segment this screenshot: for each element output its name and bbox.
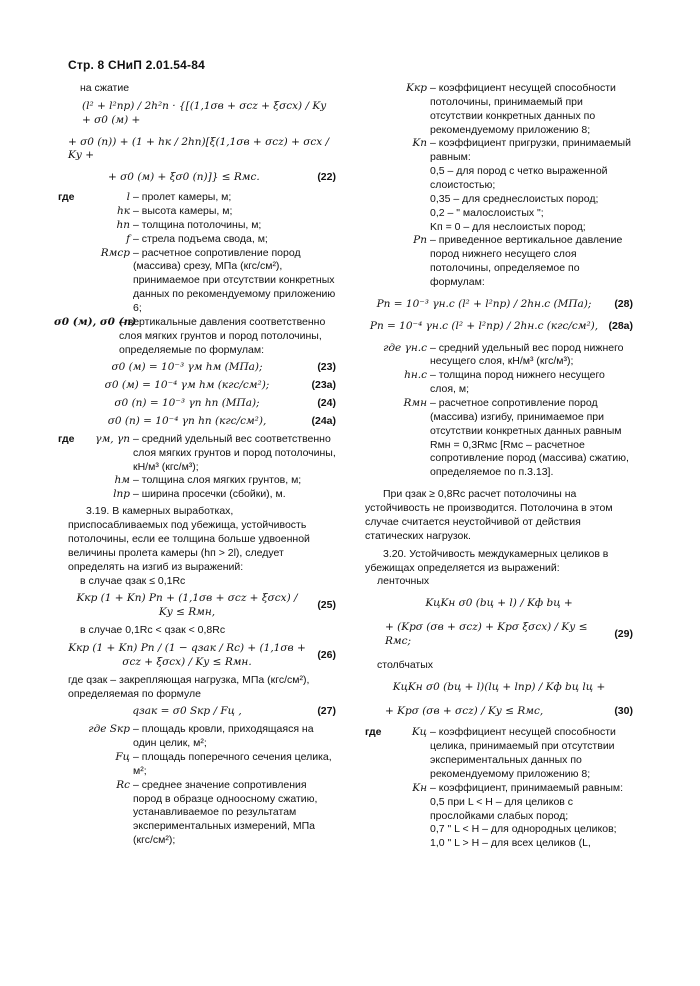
def-text-rc: – среднее значение сопротивления пород в образце одноосному сжатию, устанавливаемое по результатам экспериментальных измерений, МПа (кгс/см²); [133, 778, 318, 847]
equation-23-number: (23) [317, 361, 336, 374]
def-symbol-l: l [126, 191, 130, 204]
equation-24-body: σ0 (п) = 10⁻³ γп hп (МПа); [114, 397, 260, 410]
kp-value-4: Kп = 0 – для неслоистых пород; [430, 220, 586, 233]
equation-23 [68, 361, 336, 375]
section-3-19: 3.19. В камерных выработках, приспосабливаемых под убежища, устойчивость потолочины, если ее толщина больше удвоенной величины пролета камеры (hп > 2l), следует определять на изгиб из выражений: [68, 505, 310, 573]
def-symbol-rmn: Rмн [403, 397, 427, 410]
kp-value-3: 0,2 – " малослоистых "; [430, 206, 544, 219]
equation-28 [365, 298, 633, 312]
def-symbol-hk: hк [116, 205, 130, 218]
equation-24 [68, 397, 336, 411]
equation-28-number: (28) [614, 297, 633, 310]
equation-28a-body: Pп = 10⁻⁴ γн.с (l² + l²пр) / 2hн.с (кгс/см²), [369, 319, 599, 332]
def-symbol-kc: Kц [411, 726, 427, 739]
equation-28a-number: (28а) [608, 319, 633, 332]
def-symbol-rmcp: Rмср [100, 246, 130, 259]
def-text-rmn: – расчетное сопротивление пород (массива) изгибу, принимаемое при отсутствии конкретных данных равным Rмн = 0,3Rмс [Rмс – расчетное сопротивление пород (массива) сжатию, определяемое по п.3.13]. [430, 397, 629, 479]
equation-22-number: (22) [317, 171, 336, 184]
equation-22-line-2: + σ0 (п)) + (1 + hк / 2hп)[ξ(1,1σв + σcz) + σcx / Kу + [68, 135, 330, 162]
where-3-text: где qзак – закрепляющая нагрузка, МПа (кгс/см²), определяемая по формуле [68, 673, 310, 700]
lent-label: ленточных [377, 575, 430, 588]
equation-27-body: qзак = σ0 Sкр / Fц , [132, 705, 242, 718]
def-symbol-kp: Kп [412, 137, 427, 150]
where-label-right: где [365, 726, 382, 739]
def-text-lpr: – ширина просечки (сбойки), м. [133, 488, 286, 501]
equation-24a [68, 415, 336, 429]
def-symbol-kkr: Kкр [406, 82, 427, 94]
def-symbol-kn: Kн [412, 781, 427, 794]
equation-29-line-1: KцKн σ0 (bц + l) / Kф bц + [425, 597, 573, 610]
def-text-sigma0: – вертикальные давления соответственно слоя мягких грунтов и пород потолочины, определяемые по формулам: [119, 315, 326, 356]
equation-22-line-3: + σ0 (м) + ξσ0 (п)]} ≤ Rмс. [108, 171, 260, 184]
equation-24a-number: (24а) [311, 415, 336, 428]
equation-30-line-2: + Kpσ (σв + σcz) / Kу ≤ Rмс, [385, 704, 544, 717]
equation-26-number: (26) [317, 648, 336, 661]
equation-25 [68, 592, 336, 620]
equation-30-number: (30) [614, 704, 633, 717]
def-text-hp: – толщина потолочины, м; [133, 218, 262, 231]
def-symbol-lpr: lпр [113, 488, 130, 501]
def-text-kkr: – коэффициент несущей способности потолочины, принимаемый при отсутствии конкретных данных по рекомендуемому приложению 8; [430, 82, 616, 136]
equation-29-line-2: + (Kpσ (σв + σcz) + Kpσ ξσcx) / Kу ≤ Rмс; [385, 621, 588, 647]
where-label-2: где [58, 432, 75, 445]
equation-24-number: (24) [317, 397, 336, 410]
equation-29 [365, 597, 633, 649]
case-2-text: в случае 0,1Rc < qзак < 0,8Rc [80, 624, 226, 637]
note-text: При qзак ≥ 0,8Rc расчет потолочины на устойчивость не производится. Потолочина в этом случае считается неустойчивой от действия статических нагрузок. [365, 488, 613, 542]
def-text-l: – пролет камеры, м; [133, 191, 232, 204]
equation-25-number: (25) [317, 599, 336, 612]
equation-26-body: Kкр (1 + Kп) Pп / (1 − qзак / Rc) + (1,1σв + σcz + ξσcx) / Kу ≤ Rмн. [68, 641, 306, 668]
def-text-skr: – площадь кровли, приходящаяся на один целик, м²; [133, 723, 314, 750]
equation-22-line-1: (l² + l²пр) / 2h²п · {[(1,1σв + σcz + ξσcx) / Kу + σ0 (м) + [82, 99, 327, 126]
where-label-1: где [58, 191, 75, 204]
stolb-label: столбчатых [377, 658, 434, 671]
def-text-fc: – площадь поперечного сечения целика, м²; [133, 750, 332, 777]
kn-value-2: 0,7 " L < H – для однородных целиков; [430, 823, 617, 836]
section-3-20: 3.20. Устойчивость междукамерных целиков в убежищах определяется из выражений: [365, 547, 609, 574]
intro-text: на сжатие [80, 82, 130, 94]
equation-28-body: Pп = 10⁻³ γн.с (l² + l²пр) / 2hн.с (МПа); [376, 297, 592, 310]
def-symbol-pp: Pп [413, 234, 427, 247]
equation-30 [365, 681, 633, 719]
equation-26 [68, 642, 336, 670]
def-text-kp: – коэффициент пригрузки, принимаемый равным: [430, 137, 631, 164]
equation-27-number: (27) [317, 705, 336, 718]
def-symbol-hp: hп [116, 218, 130, 231]
equation-23a-number: (23а) [311, 379, 336, 392]
page-header: Стр. 8 СНиП 2.01.54-84 [68, 58, 205, 72]
equation-23-body: σ0 (м) = 10⁻³ γм hм (МПа); [111, 361, 263, 374]
def-symbol-h-ns: hн.с [404, 369, 427, 382]
left-column [54, 82, 336, 848]
equation-29-number: (29) [614, 628, 633, 640]
def-text-kn: – коэффициент, принимаемый равным: [430, 781, 624, 794]
def-symbol-skr: где Sкр [88, 723, 130, 736]
right-column [365, 82, 633, 851]
equation-23a-body: σ0 (м) = 10⁻⁴ γм hм (кгс/см²); [104, 379, 270, 392]
def-text-gamma-ns: – средний удельный вес пород нижнего несущего слоя, кН/м³ (кгс/м³); [430, 341, 624, 368]
def-text-gamma: – средний удельный вес соответственно слоя мягких грунтов и пород потолочины, кН/м³ (кгс/м³); [133, 432, 336, 473]
equation-23a [68, 379, 336, 393]
def-text-pp: – приведенное вертикальное давление пород нижнего несущего слоя потолочины, определяемое по формулам: [430, 234, 623, 289]
equation-24a-body: σ0 (п) = 10⁻⁴ γп hп (кгс/см²), [107, 415, 267, 428]
def-symbol-f: f [126, 232, 130, 245]
kn-value-1: 0,5 при L < H – для целиков с прослойками слабых пород; [430, 795, 574, 822]
def-text-hm: – толщина слоя мягких грунтов, м; [133, 474, 302, 487]
def-symbol-gamma: γм, γп [95, 432, 130, 445]
equation-28a [365, 320, 633, 334]
equation-27 [68, 705, 336, 719]
def-text-h-ns: – толщина пород нижнего несущего слоя, м; [430, 369, 605, 396]
def-symbol-rc: Rc [116, 778, 130, 791]
def-symbol-hm: hм [114, 474, 130, 487]
def-symbol-gamma-ns: где γн.с [383, 341, 427, 354]
equation-30-line-1: KцKн σ0 (bц + l)(lц + lпр) / Kф bц lц + [392, 680, 606, 693]
case-1-text: в случае qзак ≤ 0,1Rc [80, 574, 186, 587]
def-text-f: – стрела подъема свода, м; [133, 232, 268, 245]
def-text-rmcp: – расчетное сопротивление пород (массива) срезу, МПа (кгс/см²), принимаемое при отсутствии конкретных данных по рекомендуемому приложению 6; [133, 246, 336, 315]
equation-22 [68, 100, 336, 185]
equation-25-body: Kкр (1 + Kп) Pп + (1,1σв + σcz + ξσcx) / Kу ≤ Rмн, [76, 592, 298, 619]
def-symbol-sigma0: σ0 (м), σ0 (п) [54, 315, 137, 328]
def-text-kc: – коэффициент несущей способности целика, принимаемый при отсутствии экспериментальных данных по рекомендуемому приложению 8; [430, 726, 616, 780]
kp-value-2: 0,35 – для среднеслоистых пород; [430, 192, 599, 205]
kn-value-3: 1,0 " L > H – для всех целиков (L, [430, 837, 591, 850]
def-symbol-fc: Fц [115, 750, 130, 763]
kp-value-1: 0,5 – для пород с четко выраженной слоистостью; [430, 165, 608, 192]
def-text-hk: – высота камеры, м; [133, 205, 233, 218]
